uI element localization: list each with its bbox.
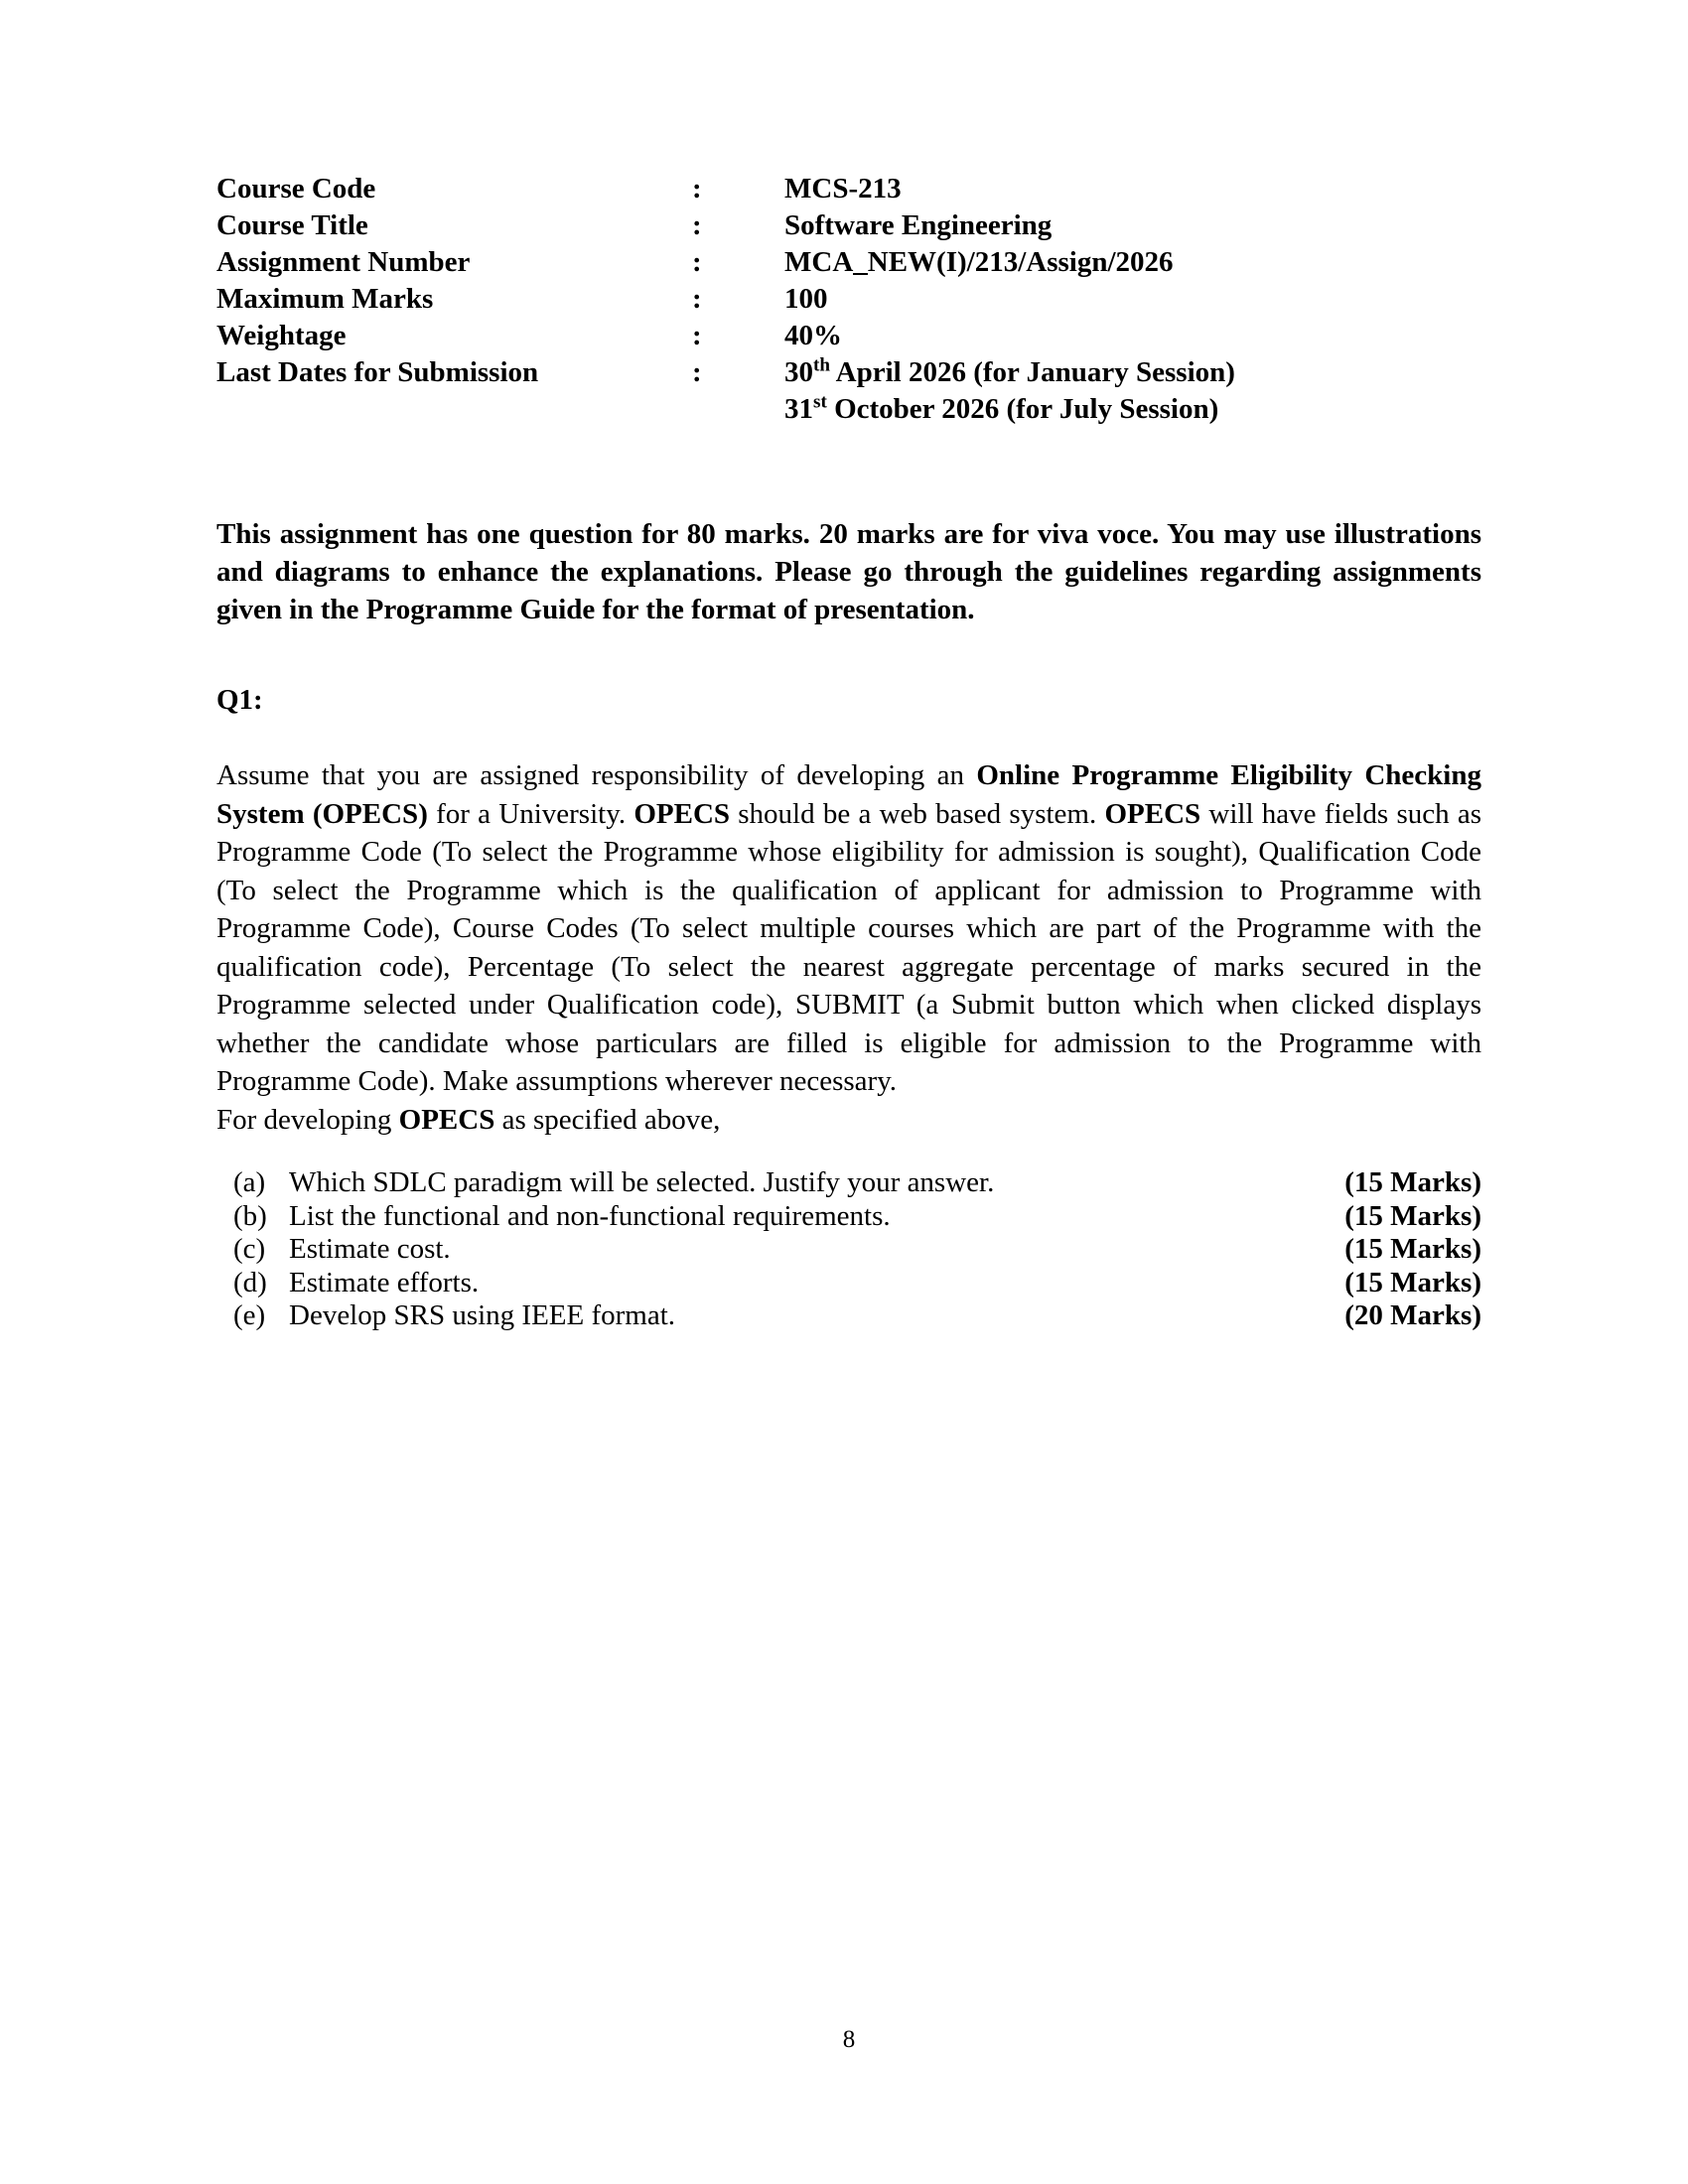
maximum-marks-label: Maximum Marks [216, 283, 434, 315]
subquestion-c-marks: (15 Marks) [1344, 1233, 1481, 1265]
subquestion-c [233, 1233, 1481, 1267]
course-title-label: Course Title [216, 209, 368, 241]
assignment-number-label: Assignment Number [216, 246, 471, 278]
subquestion-list [233, 1166, 1481, 1333]
subquestion-b [233, 1200, 1481, 1234]
separator-colon: : [692, 173, 702, 205]
subquestion-e [233, 1299, 1481, 1333]
subquestion-b-marks: (15 Marks) [1344, 1199, 1481, 1232]
january-session-date: 30th April 2026 (for January Session) [784, 354, 1235, 388]
subquestion-d-marks: (15 Marks) [1344, 1266, 1481, 1298]
assignment-number-row [216, 244, 1481, 281]
subquestion-e-marker: (e) [233, 1299, 266, 1331]
course-info-block [216, 171, 1481, 428]
submission-dates-value [784, 354, 1481, 428]
page-number: 8 [842, 2026, 856, 2053]
subquestion-a-marker: (a) [233, 1166, 266, 1198]
question-label: Q1: [216, 684, 263, 716]
course-title-row [216, 207, 1481, 244]
subquestion-a-text: Which SDLC paradigm will be selected. Justify your answer. [289, 1166, 995, 1198]
separator-colon: : [692, 320, 702, 351]
subquestion-c-marker: (c) [233, 1233, 266, 1265]
weightage-value: 40% [784, 320, 842, 351]
course-title-value: Software Engineering [784, 209, 1053, 241]
weightage-label: Weightage [216, 320, 347, 351]
separator-colon: : [692, 209, 702, 241]
subquestion-b-marker: (b) [233, 1199, 267, 1232]
separator-colon: : [692, 356, 702, 388]
subquestion-b-text: List the functional and non-functional requirements. [289, 1199, 891, 1232]
maximum-marks-value: 100 [784, 283, 828, 315]
submission-dates-label: Last Dates for Submission [216, 356, 539, 388]
separator-colon: : [692, 246, 702, 278]
submission-dates-row [216, 354, 1481, 428]
assignment-instructions: This assignment has one question for 80 marks. 20 marks are for viva voce. You may use illustrations and diagrams to enhance the explanations. Please go through the guidelines regarding assignments given in the Programme Guide for the format of presentation. [216, 518, 1481, 625]
july-session-date: 31st October 2026 (for July Session) [784, 391, 1219, 425]
subquestion-c-text: Estimate cost. [289, 1233, 451, 1265]
subquestion-d [233, 1267, 1481, 1300]
weightage-row [216, 318, 1481, 354]
maximum-marks-row [216, 281, 1481, 318]
subquestion-e-marks: (20 Marks) [1344, 1299, 1481, 1331]
assignment-number-value: MCA_NEW(I)/213/Assign/2026 [784, 246, 1174, 278]
question-paragraph: Assume that you are assigned responsibility of developing an Online Programme Eligibility Checking System (OPECS) for a University. OPECS should be a web based system. OPECS will have fields such as Programme Code (To select the Programme whose eligibility for admission is sought), Qualification Code (To select the Programme which is the qualification of applicant for admission to Programme with Programme Code), Course Codes (To select multiple courses which are part of the Programme with the qualification code), Percentage (To select the nearest aggregate percentage of marks secured in the Programme selected under Qualification code), SUBMIT (a Submit button which when clicked displays whether the candidate whose particulars are filled is eligible for admission to the Programme with Programme Code). Make assumptions wherever necessary. [216, 759, 1481, 1097]
separator-colon: : [692, 283, 702, 315]
course-code-value: MCS-213 [784, 173, 902, 205]
course-code-label: Course Code [216, 173, 376, 205]
subquestion-d-marker: (d) [233, 1266, 267, 1298]
course-code-row [216, 171, 1481, 207]
subquestion-e-text: Develop SRS using IEEE format. [289, 1299, 676, 1331]
question-closing-line: For developing OPECS as specified above, [216, 1103, 721, 1136]
subquestion-a-marks: (15 Marks) [1344, 1166, 1481, 1198]
subquestion-a [233, 1166, 1481, 1200]
subquestion-d-text: Estimate efforts. [289, 1266, 480, 1298]
